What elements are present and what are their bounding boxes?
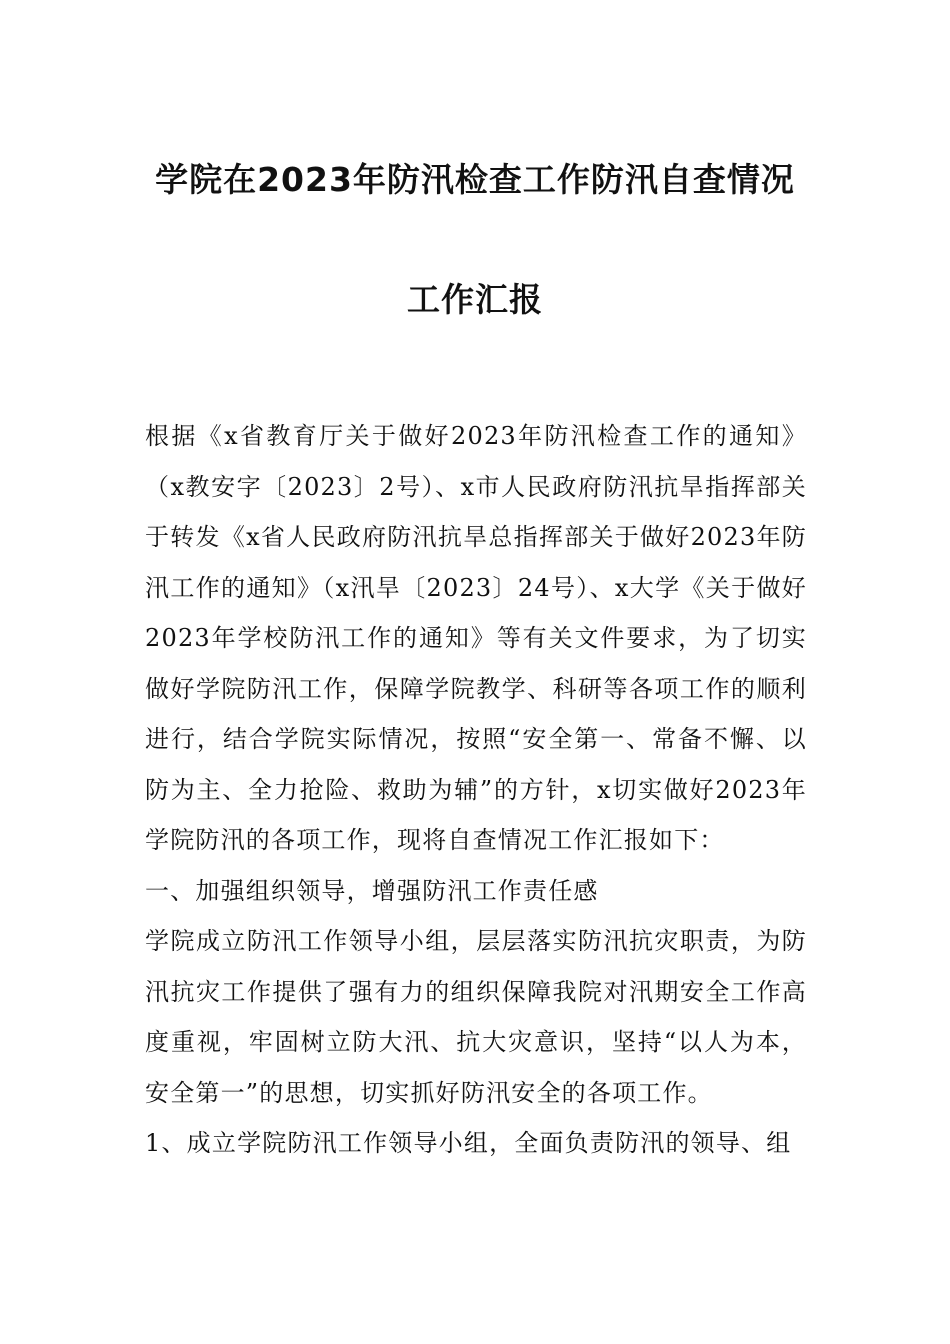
- paragraph-section-1: 学院成立防汛工作领导小组，层层落实防汛抗灾职责，为防汛抗灾工作提供了强有力的组织保障我院对汛期安全工作高度重视，牢固树立防大汛、抗大灾意识，坚持“以人为本，安全第一”的思想，切实抓好防汛安全的各项工作。: [145, 927, 807, 1107]
- document-title-line-2: 工作汇报: [407, 280, 543, 319]
- paragraph-intro: 根据《x省教育厅关于做好2023年防汛检查工作的通知》（x教安字〔2023〕2号）、x市人民政府防汛抗旱指挥部关于转发《x省人民政府防汛抗旱总指挥部关于做好2023年防汛工作的通知》（x汛旱〔2023〕24号）、x大学《关于做好2023年学校防汛工作的通知》等有关文件要求，为了切实做好学院防汛工作，保障学院教学、科研等各项工作的顺利进行，结合学院实际情况，按照“安全第一、常备不懈、以防为主、全力抢险、救助为辅”的方针，x切实做好2023年学院防汛的各项工作，现将自查情况工作汇报如下：: [145, 422, 807, 854]
- paragraph-item-1: 1、成立学院防汛工作领导小组，全面负责防汛的领导、组: [145, 1129, 792, 1157]
- document-body: [145, 411, 807, 1169]
- section-heading-1: 一、加强组织领导，增强防汛工作责任感: [145, 876, 599, 905]
- document-title-line-1: 学院在2023年防汛检查工作防汛自查情况: [155, 160, 795, 199]
